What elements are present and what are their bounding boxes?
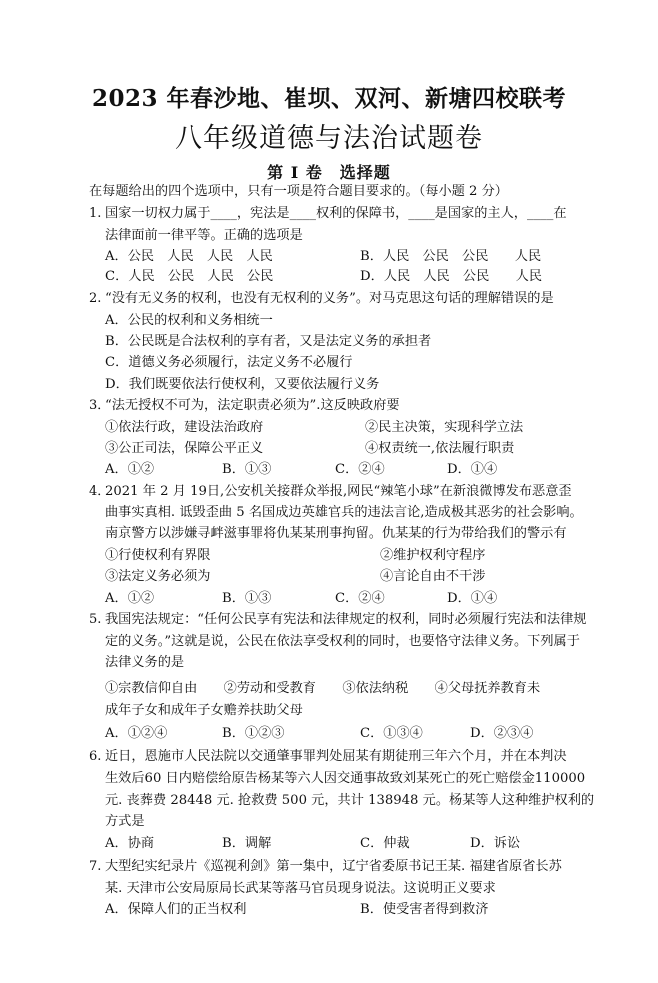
question-3-item: ①依法行政，建设法治政府	[105, 420, 264, 435]
question-1-option-d: D．人民 人民 公民 人民	[360, 269, 543, 284]
question-5-item: 成年子女和成年子女赡养扶助父母	[105, 703, 303, 718]
exam-subtitle: 八年级道德与法治试题卷	[175, 123, 483, 154]
question-6-option-a: A．协商	[105, 836, 155, 851]
question-1-option-c: C．人民 公民 人民 公民	[105, 269, 274, 284]
question-6-line: 生效后60 日内赔偿给原告杨某等六人因交通事故致刘某死亡的死亡赔偿金110000	[105, 771, 586, 786]
question-5-line: 法律义务的是	[105, 655, 185, 670]
question-5-line: 我国宪法规定：“任何公民享有宪法和法律规定的权利，同时必须履行宪法和法律规	[105, 612, 587, 627]
question-5-option-d: D．②③④	[470, 726, 534, 741]
question-4-line: 曲事实真相. 诋毁歪曲 5 名国成边英雄官兵的违法言论,造成极其恶劣的社会影响。	[105, 505, 583, 520]
question-4-option-c: C．②④	[335, 591, 385, 606]
question-1-option-a: A．公民 人民 人民 人民	[105, 249, 273, 264]
question-2-number: 2.	[89, 291, 102, 306]
question-4-item: ④言论自由不干涉	[380, 569, 486, 584]
question-3-item: ②民主决策，实现科学立法	[365, 420, 524, 435]
question-5-option-c: C．①③④	[360, 726, 423, 741]
question-1-line: 法律面前一律平等。正确的选项是	[105, 228, 303, 243]
question-1-number: 1.	[89, 206, 102, 221]
question-1-option-b: B．人民 公民 公民 人民	[360, 249, 542, 264]
question-6-option-c: C．仲裁	[360, 836, 410, 851]
question-6-option-b: B．调解	[222, 836, 272, 851]
question-6-line: 元. 丧葬费 28448 元. 抢救费 500 元，共计 138948 元。杨某等人这种维护权利的	[105, 793, 595, 808]
question-4-option-d: D．①④	[447, 591, 498, 606]
question-6-line: 方式是	[105, 814, 145, 829]
question-4-item: ③法定义务必须为	[105, 569, 211, 584]
question-5-item: ①宗教信仰自由 ②劳动和受教育 ③依法纳税 ④父母抚养教育未	[105, 681, 541, 696]
question-4-option-a: A．①②	[105, 591, 155, 606]
question-3-item: ③公正司法，保障公平正义	[105, 441, 264, 456]
question-4-line: 2021 年 2 月 19日,公安机关接群众举报,网民“辣笔小球”在新浪微博发布恶意歪	[105, 484, 572, 499]
question-4-line: 南京警方以涉嫌寻衅滋事罪将仇某某刑事拘留。仇某某的行为带给我们的警示有	[105, 526, 567, 541]
question-2-option-b: B．公民既是合法权利的享有者，又是法定义务的承担者	[105, 334, 432, 349]
exam-title: 2023 年春沙地、崔坝、双河、新塘四校联考	[91, 85, 567, 112]
question-7-number: 7.	[89, 859, 102, 874]
question-1-line: 国家一切权力属于____，宪法是____权利的保障书，____是国家的主人，____在	[105, 206, 567, 221]
question-7-option-a: A．保障人们的正当权利	[105, 902, 247, 917]
question-2-option-a: A．公民的权利和义务相统一	[105, 313, 273, 328]
question-5-option-a: A．①②④	[105, 726, 168, 741]
question-3-option-d: D．①④	[447, 462, 498, 477]
question-7-option-b: B．使受害者得到救济	[360, 902, 489, 917]
question-3-line: “法无授权不可为，法定职责必须为”.这反映政府要	[105, 398, 400, 413]
instruction-text: 在每题给出的四个选项中，只有一项是符合题目要求的。（每小题 2 分）	[89, 184, 508, 199]
question-4-number: 4．	[89, 484, 111, 499]
question-3-number: 3．	[89, 398, 111, 413]
question-5-line: 定的义务。”这就是说，公民在依法享受权利的同时，也要恪守法律义务。下列属于	[105, 634, 580, 649]
question-6-number: 6.	[89, 749, 102, 764]
section-heading: 第 Ⅰ 卷 选择题	[267, 163, 391, 182]
question-6-option-d: D．诉讼	[470, 836, 521, 851]
question-3-item: ④权责统一,依法履行职责	[365, 441, 515, 456]
question-4-item: ①行使权利有界限	[105, 548, 211, 563]
question-6-line: 近日，恩施市人民法院以交通肇事罪判处屈某有期徒刑三年六个月，并在本判决	[105, 749, 567, 764]
question-2-option-c: C．道德义务必须履行，法定义务不必履行	[105, 355, 353, 370]
question-4-item: ②维护权利守程序	[380, 548, 486, 563]
question-3-option-b: B．①③	[222, 462, 272, 477]
question-3-option-c: C．②④	[335, 462, 385, 477]
question-2-line: “没有无义务的权利，也没有无权利的义务”。对马克思这句话的理解错误的是	[105, 291, 554, 306]
question-2-option-d: D．我们既要依法行使权利，又要依法履行义务	[105, 377, 380, 392]
question-3-option-a: A．①②	[105, 462, 155, 477]
question-7-line: 大型纪实纪录片《巡视利剑》第一集中，辽宁省委原书记王某. 福建省原省长苏	[105, 859, 562, 874]
question-7-line: 某. 天津市公安局原局长武某等落马官员现身说法。这说明正义要求	[105, 881, 496, 896]
question-4-option-b: B．①③	[222, 591, 272, 606]
question-5-number: 5.	[89, 612, 102, 627]
question-5-option-b: B．①②③	[222, 726, 285, 741]
